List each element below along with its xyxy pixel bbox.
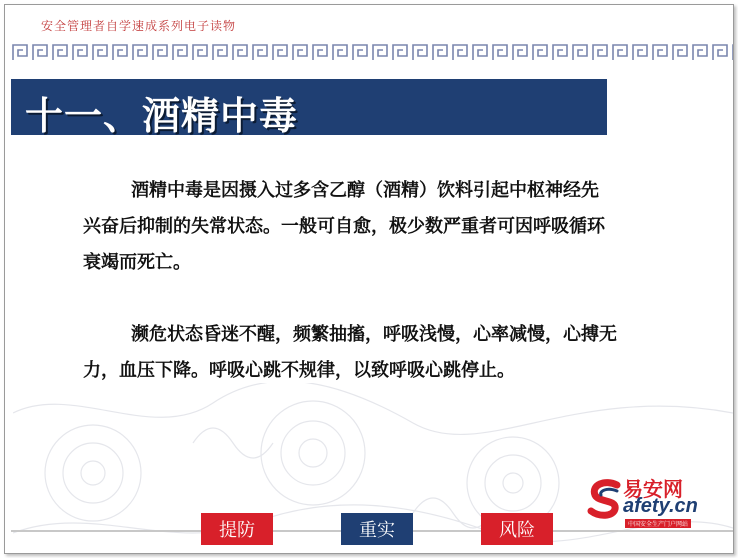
nav-button-risk[interactable]: 风险 — [481, 513, 553, 545]
paragraph-2-line-1: 濒危状态昏迷不醒，频繁抽搐，呼吸浅慢，心率减慢，心搏无 — [131, 324, 617, 345]
logo-domain: afety.cn — [623, 495, 698, 517]
slide-title: 十一、酒精中毒 — [25, 94, 299, 138]
series-title: 安全管理者自学速成系列电子读物 — [41, 19, 237, 33]
paragraph-danger-state — [83, 317, 679, 389]
paragraph-definition — [83, 173, 679, 281]
slide-frame — [4, 4, 734, 554]
paragraph-1-line-2: 兴奋后抑制的失常状态。一般可自愈，极少数严重者可因呼吸循环 — [83, 216, 605, 237]
safety-s-mark-icon — [587, 479, 623, 519]
logo-tagline: 中国安全生产门户网站 — [625, 519, 691, 528]
nav-button-prevent[interactable]: 提防 — [201, 513, 273, 545]
meander-border-decoration — [11, 41, 733, 63]
paragraph-1-line-3: 衰竭而死亡。 — [83, 252, 191, 273]
logo-name: 易安网 — [623, 477, 683, 501]
nav-button-practice[interactable]: 重实 — [341, 513, 413, 545]
paragraph-1-line-1: 酒精中毒是因摄入过多含乙醇（酒精）饮料引起中枢神经先 — [131, 180, 599, 201]
site-logo[interactable] — [587, 473, 717, 529]
title-bar — [11, 79, 607, 138]
paragraph-2-line-2: 力，血压下降。呼吸心跳不规律，以致呼吸心跳停止。 — [83, 360, 515, 381]
